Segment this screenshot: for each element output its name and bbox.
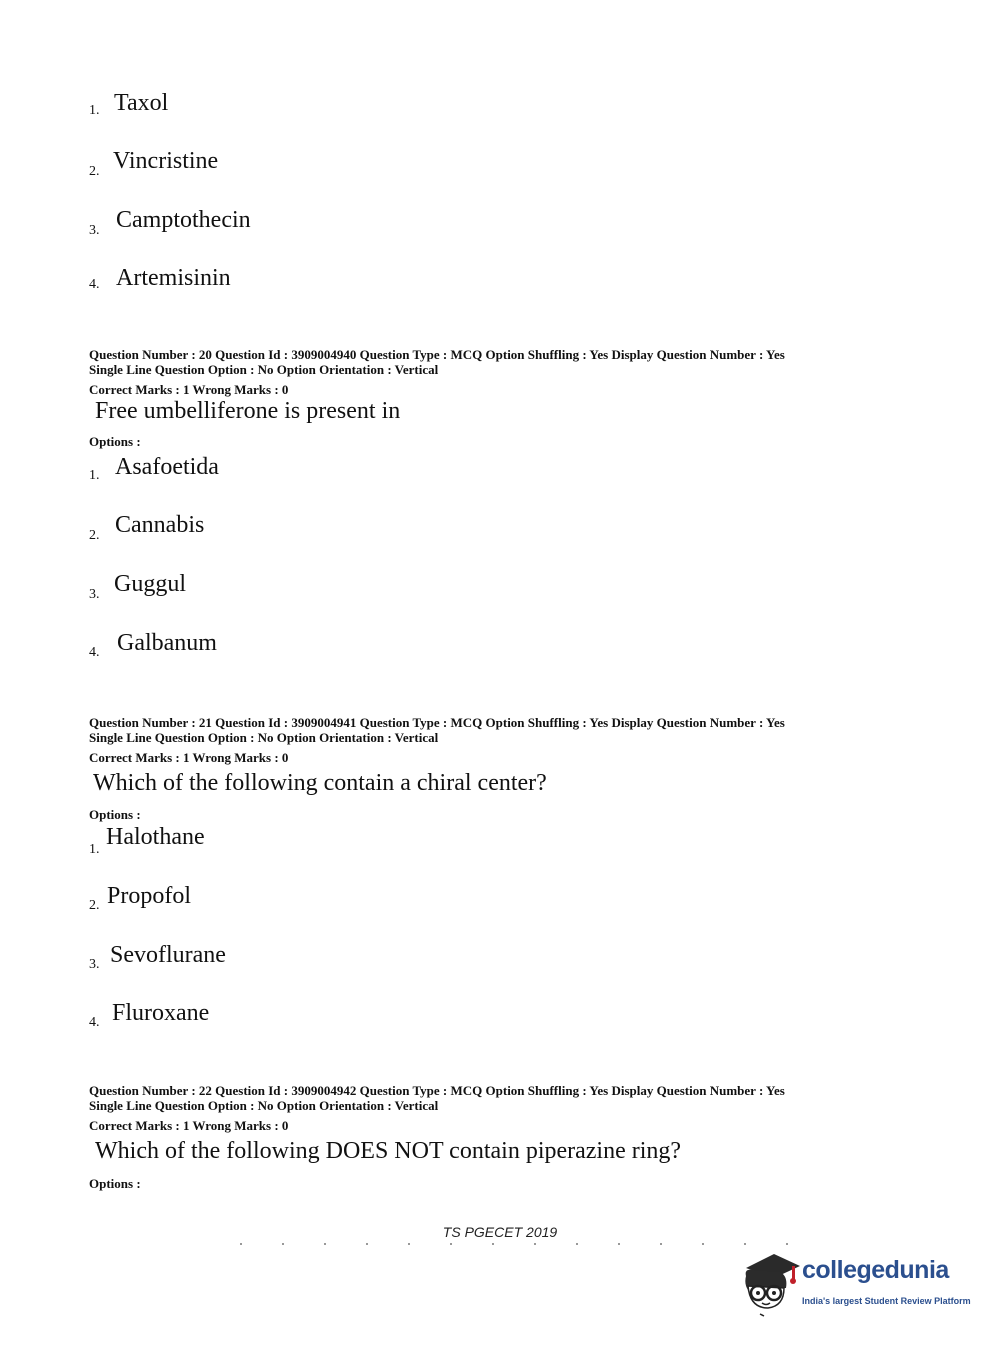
q21-meta-line-1: Question Number : 21 Question Id : 3909004941 Question Type : MCQ Option Shuffling : Yes Display Question Number : Yes	[89, 715, 785, 730]
q20-options-label: Options :	[89, 434, 141, 449]
option-text: Sevoflurane	[110, 942, 226, 968]
q22-marks: Correct Marks : 1 Wrong Marks : 0	[89, 1118, 289, 1133]
option-text: Galbanum	[117, 630, 217, 656]
option-text: Asafoetida	[115, 454, 219, 480]
option-number: 4.	[89, 277, 100, 292]
q22-question-text: Which of the following DOES NOT contain piperazine ring?	[95, 1138, 682, 1164]
footer-divider	[240, 1243, 820, 1245]
q21-question-text: Which of the following contain a chiral center?	[93, 770, 547, 796]
option-number: 1.	[89, 103, 100, 118]
q21-meta-line-2: Single Line Question Option : No Option Orientation : Vertical	[89, 730, 439, 745]
option-text: Camptothecin	[116, 207, 251, 233]
option-number: 4.	[89, 645, 100, 660]
q20-marks: Correct Marks : 1 Wrong Marks : 0	[89, 382, 289, 397]
option-number: 2.	[89, 164, 100, 179]
q21-marks: Correct Marks : 1 Wrong Marks : 0	[89, 750, 289, 765]
option-number: 3.	[89, 223, 100, 238]
mascot-icon	[740, 1248, 802, 1318]
option-text: Cannabis	[115, 512, 205, 538]
option-text: Propofol	[107, 883, 191, 909]
option-text: Fluroxane	[112, 1000, 210, 1026]
option-number: 4.	[89, 1015, 100, 1030]
logo-tagline: India's largest Student Review Platform	[802, 1296, 971, 1306]
option-number: 1.	[89, 842, 100, 857]
q20-meta-line-1: Question Number : 20 Question Id : 3909004940 Question Type : MCQ Option Shuffling : Yes Display Question Number : Yes	[89, 347, 785, 362]
q22-meta-line-2: Single Line Question Option : No Option Orientation : Vertical	[89, 1098, 439, 1113]
option-number: 3.	[89, 587, 100, 602]
option-text: Taxol	[114, 90, 169, 116]
option-text: Artemisinin	[116, 265, 231, 291]
logo-wordmark: collegedunia	[802, 1256, 949, 1284]
collegedunia-logo	[740, 1248, 970, 1318]
q22-meta-line-1: Question Number : 22 Question Id : 3909004942 Question Type : MCQ Option Shuffling : Yes Display Question Number : Yes	[89, 1083, 785, 1098]
q20-meta-line-2: Single Line Question Option : No Option Orientation : Vertical	[89, 362, 439, 377]
q20-question-text: Free umbelliferone is present in	[95, 398, 401, 424]
q22-options-label: Options :	[89, 1176, 141, 1191]
option-number: 3.	[89, 957, 100, 972]
option-text: Guggul	[114, 571, 186, 597]
option-text: Halothane	[106, 824, 205, 850]
option-text: Vincristine	[113, 148, 219, 174]
exam-footer: TS PGECET 2019	[442, 1224, 558, 1240]
option-number: 1.	[89, 468, 100, 483]
q21-options-label: Options :	[89, 807, 141, 822]
option-number: 2.	[89, 528, 100, 543]
option-number: 2.	[89, 898, 100, 913]
